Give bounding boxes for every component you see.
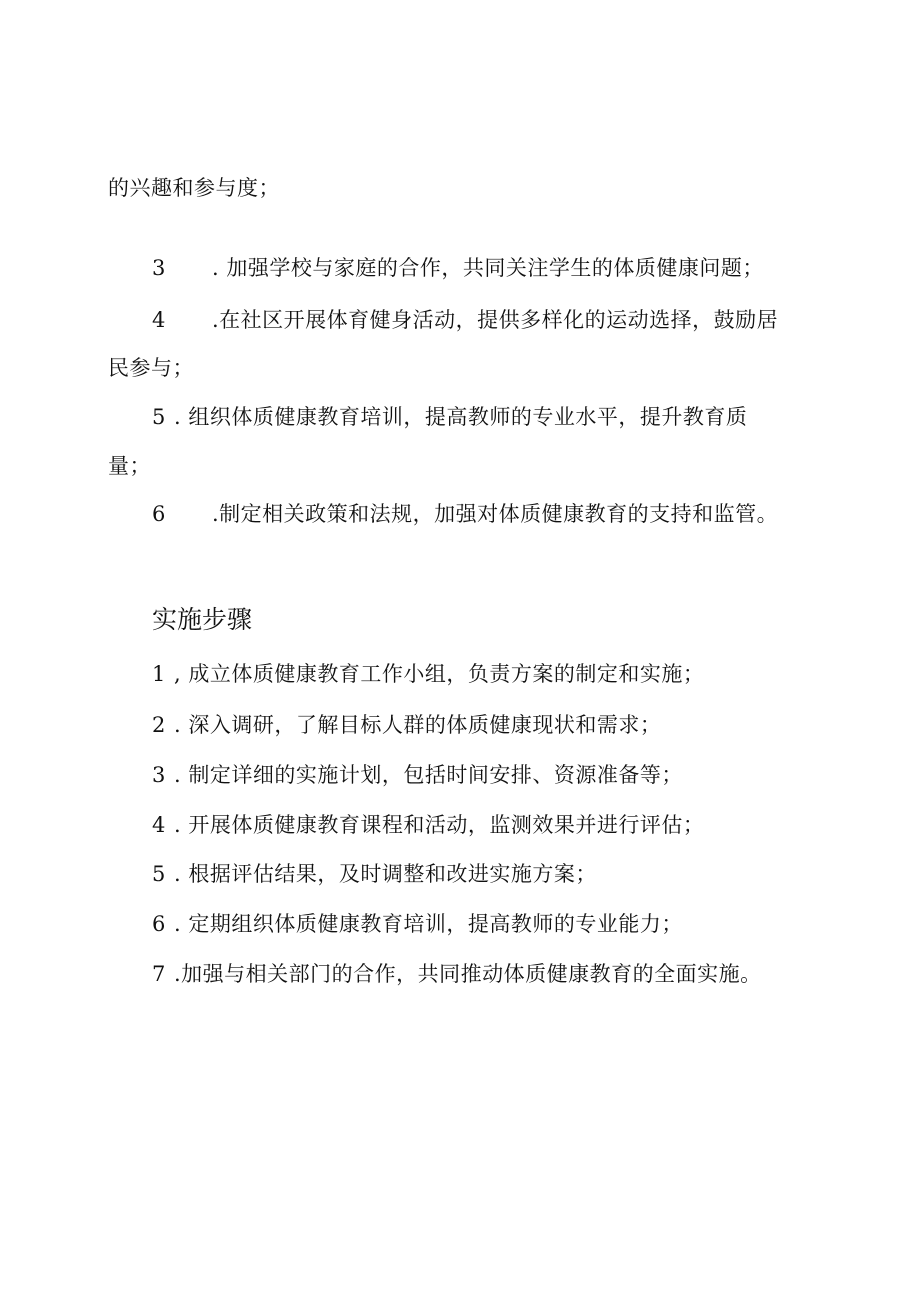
step-item-6	[152, 910, 683, 938]
item-number: 1	[152, 662, 166, 686]
paragraph-continuation	[108, 174, 280, 202]
item-text: . 深入调研，了解目标人群的体质健康现状和需求；	[174, 713, 662, 737]
item-text: .制定相关政策和法规，加强对体质健康教育的支持和监管。	[212, 502, 779, 526]
item-text: , 成立体质健康教育工作小组，负责方案的制定和实施；	[174, 662, 705, 686]
step-item-2	[152, 711, 661, 739]
item-number: 3	[152, 256, 166, 280]
section-heading: 实施步骤	[152, 605, 253, 634]
item-text: . 开展体质健康教育课程和活动，监测效果并进行评估；	[174, 813, 705, 837]
measure-item-4-continuation	[108, 354, 194, 382]
item-text: . 制定详细的实施计划，包括时间安排、资源准备等；	[174, 763, 683, 787]
item-text: .在社区开展体育健身活动，提供多样化的运动选择，鼓励居	[212, 308, 779, 332]
item-text: . 组织体质健康教育培训，提高教师的专业水平，提升教育质	[174, 405, 748, 429]
step-item-1	[152, 660, 704, 688]
step-item-4	[152, 811, 704, 839]
item-number: 7	[152, 962, 166, 986]
step-item-3	[152, 761, 683, 789]
item-text: . 根据评估结果，及时调整和改进实施方案；	[174, 862, 597, 886]
measure-item-4	[152, 306, 778, 334]
measure-item-5	[152, 403, 747, 431]
item-number: 6	[152, 502, 166, 526]
item-text-continuation: 民参与；	[108, 356, 194, 380]
item-text: . 定期组织体质健康教育培训，提高教师的专业能力；	[174, 912, 683, 936]
measure-item-3	[152, 254, 764, 282]
item-text-continuation: 量；	[108, 454, 151, 478]
item-number: 6	[152, 912, 166, 936]
step-item-5	[152, 860, 597, 888]
measure-item-5-continuation	[108, 452, 151, 480]
item-text: .加强与相关部门的合作，共同推动体质健康教育的全面实施。	[174, 962, 762, 986]
measure-item-6	[152, 500, 778, 528]
item-number: 4	[152, 813, 166, 837]
item-number: 4	[152, 308, 166, 332]
paragraph-text: 的兴趣和参与度；	[108, 176, 280, 200]
item-text: . 加强学校与家庭的合作，共同关注学生的体质健康问题；	[212, 256, 764, 280]
item-number: 5	[152, 862, 166, 886]
item-number: 2	[152, 713, 166, 737]
step-item-7	[152, 960, 762, 988]
item-number: 5	[152, 405, 166, 429]
item-number: 3	[152, 763, 166, 787]
